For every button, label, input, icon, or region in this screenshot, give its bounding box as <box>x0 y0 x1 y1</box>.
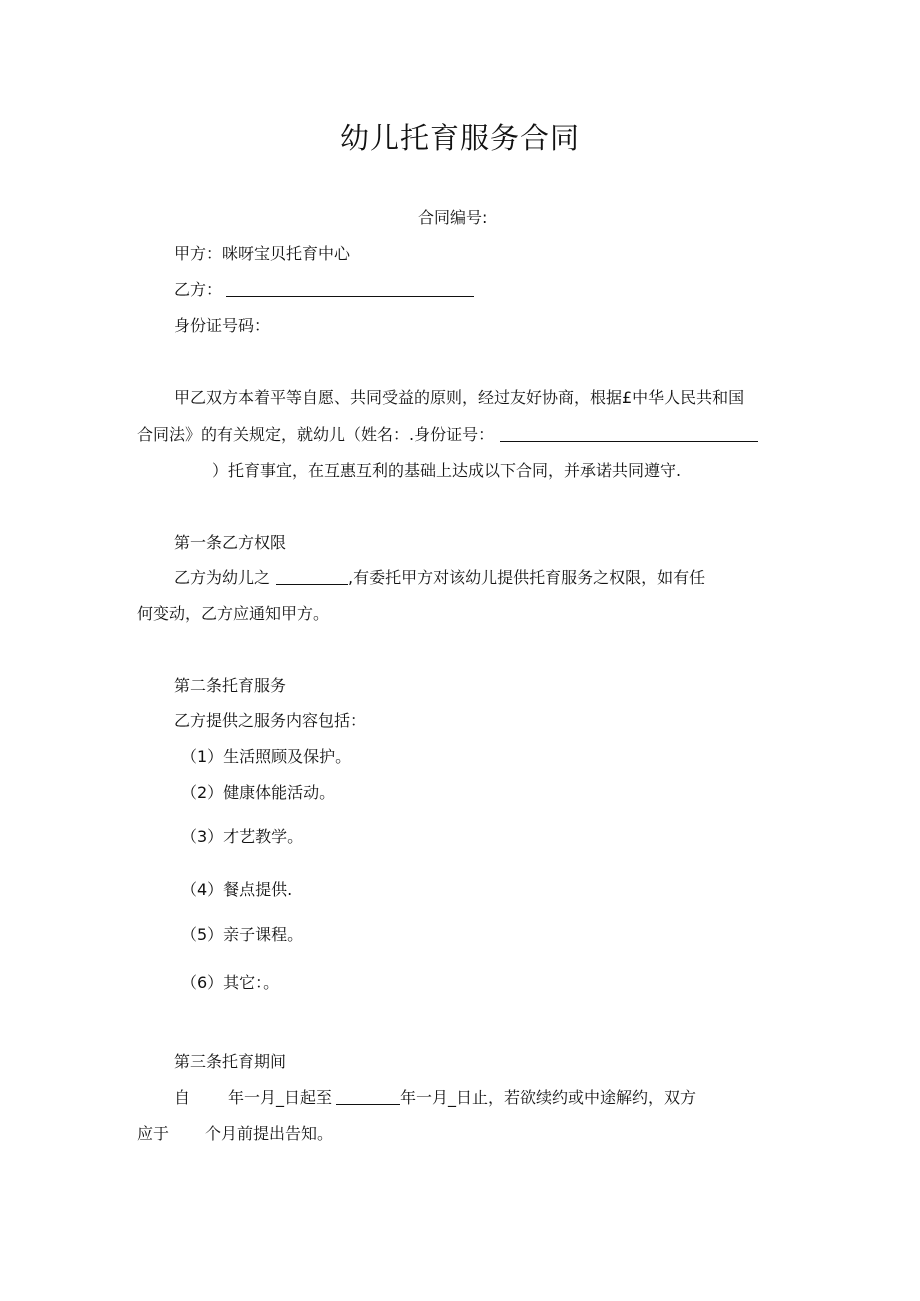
article-1-line-1-pre: 乙方为幼儿之 <box>174 568 271 587</box>
article-1-line-1-post: ,有委托甲方对该幼儿提供托育服务之权限，如有任 <box>348 568 706 587</box>
article-2-intro: 乙方提供之服务内容包括： <box>174 711 367 730</box>
party-b-line <box>174 279 474 301</box>
article-2-heading: 第二条托育服务 <box>174 676 287 695</box>
article-1-line-1 <box>174 567 705 589</box>
article-3-line-1 <box>174 1087 696 1109</box>
service-item-3: （3）才艺教学。 <box>181 827 304 846</box>
period-end-text: 年一月_日止，若欲续约或中途解约，双方 <box>400 1088 697 1107</box>
notice-text: 个月前提出告知。 <box>205 1124 334 1143</box>
child-id-blank <box>500 425 758 442</box>
party-a: 甲方：咪呀宝贝托育中心 <box>174 244 351 263</box>
notice-label: 应于 <box>137 1124 170 1143</box>
end-year-blank <box>336 1088 400 1105</box>
service-item-2: （2）健康体能活动。 <box>181 783 336 802</box>
service-item-5: （5）亲子课程。 <box>181 925 304 944</box>
period-start-text: 年一月_日起至 <box>228 1088 333 1107</box>
id-number-label: 身份证号码： <box>174 316 271 335</box>
preamble-line-1: 甲乙双方本着平等自愿、共同受益的原则，经过友好协商，根据£中华人民共和国 <box>174 388 745 407</box>
article-3-line-2 <box>137 1123 333 1145</box>
party-b-blank <box>226 280 474 297</box>
article-3-heading: 第三条托育期间 <box>174 1052 287 1071</box>
article-1-heading: 第一条乙方权限 <box>174 533 287 552</box>
preamble-line-3: ）托育事宜，在互惠互利的基础上达成以下合同，并承诺共同遵守. <box>212 461 682 480</box>
document-title: 幼儿托育服务合同 <box>339 121 580 155</box>
preamble-line-2 <box>137 424 758 446</box>
party-b-label: 乙方： <box>174 280 223 299</box>
period-from-label: 自 <box>174 1088 191 1107</box>
preamble-line-2-text: 合同法》的有关规定，就幼儿（姓名：.身份证号： <box>137 425 495 444</box>
service-item-1: （1）生活照顾及保护。 <box>181 747 352 766</box>
article-1-line-2: 何变动，乙方应通知甲方。 <box>137 604 330 623</box>
contract-number-label: 合同编号: <box>418 208 488 227</box>
service-item-6: （6）其它：。 <box>181 973 280 992</box>
service-item-4: （4）餐点提供. <box>181 880 293 899</box>
relationship-blank <box>276 568 348 585</box>
